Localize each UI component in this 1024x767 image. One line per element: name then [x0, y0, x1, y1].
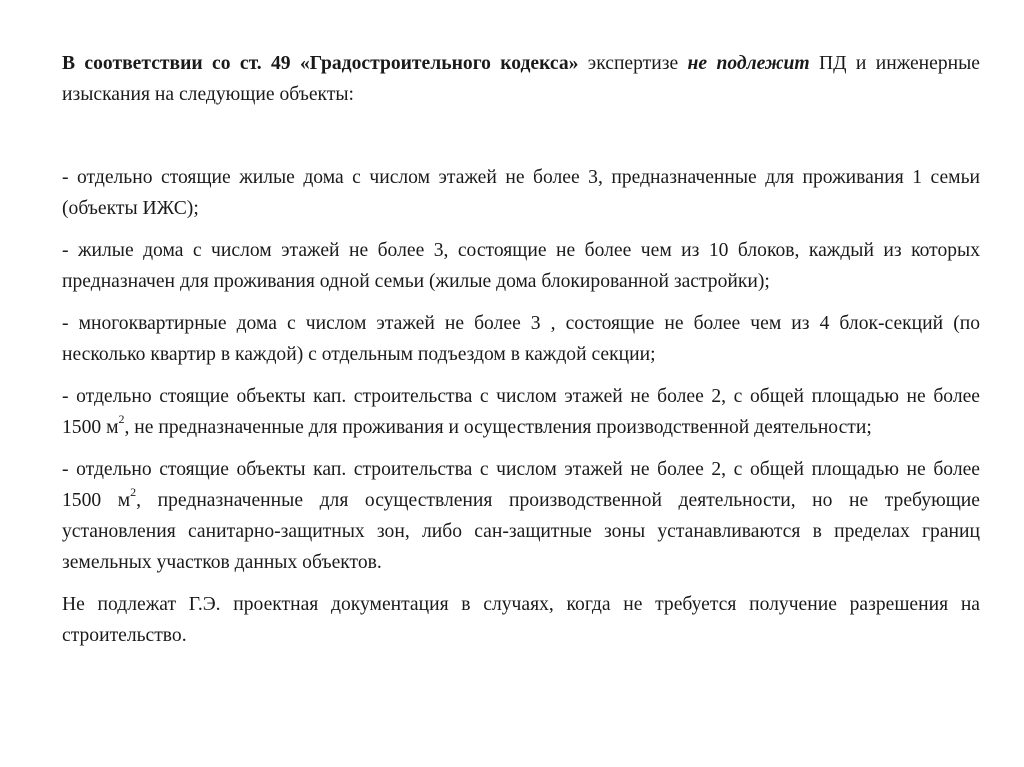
- list-item-5-before: - отдельно стоящие объекты кап. строительства с числом этажей не более 2, с общей площадью не более 1500 м: [62, 459, 980, 511]
- list-item-1: - отдельно стоящие жилые дома с числом этажей не более 3, предназначенные для проживания 1 семьи (объекты ИЖС);: [62, 167, 980, 219]
- list-item-4-sup: 2: [118, 412, 125, 427]
- intro-bold-lead: В соответствии со ст. 49 «Градостроительного кодекса»: [62, 53, 579, 74]
- slide-body: [62, 48, 980, 651]
- list-item-2: - жилые дома с числом этажей не более 3, состоящие не более чем из 10 блоков, каждый из которых предназначен для проживания одной семьи (жилые дома блокированной застройки);: [62, 240, 980, 292]
- intro-paragraph: [62, 48, 980, 110]
- intro-emphasis: не подлежит: [687, 53, 810, 74]
- list-item-4-before: - отдельно стоящие объекты кап. строительства с числом этажей не более 2, с общей площадью не более 1500 м: [62, 386, 980, 438]
- list-item-5-sup: 2: [130, 485, 137, 500]
- final-paragraph: Не подлежат Г.Э. проектная документация в случаях, когда не требуется получение разрешения на строительство.: [62, 594, 980, 646]
- list-item-3: - многоквартирные дома с числом этажей не более 3 , состоящие не более чем из 4 блок-секций (по несколько квартир в каждой) с отдельным подъездом в каждой секции;: [62, 313, 980, 365]
- list-item-4: [62, 381, 980, 443]
- list-item-5-after: , предназначенные для осуществления производственной деятельности, но не требующие установления санитарно-защитных зон, либо сан-защитные зоны устанавливаются в пределах границ земельных участков данных объектов.: [62, 490, 980, 573]
- list-item-4-after: , не предназначенные для проживания и осуществления производственной деятельности;: [124, 417, 872, 438]
- intro-middle: экспертизе: [578, 53, 688, 74]
- intro-tail: ПД и инженерные изыскания на следующие объекты:: [62, 53, 981, 105]
- list-item-5: [62, 454, 980, 578]
